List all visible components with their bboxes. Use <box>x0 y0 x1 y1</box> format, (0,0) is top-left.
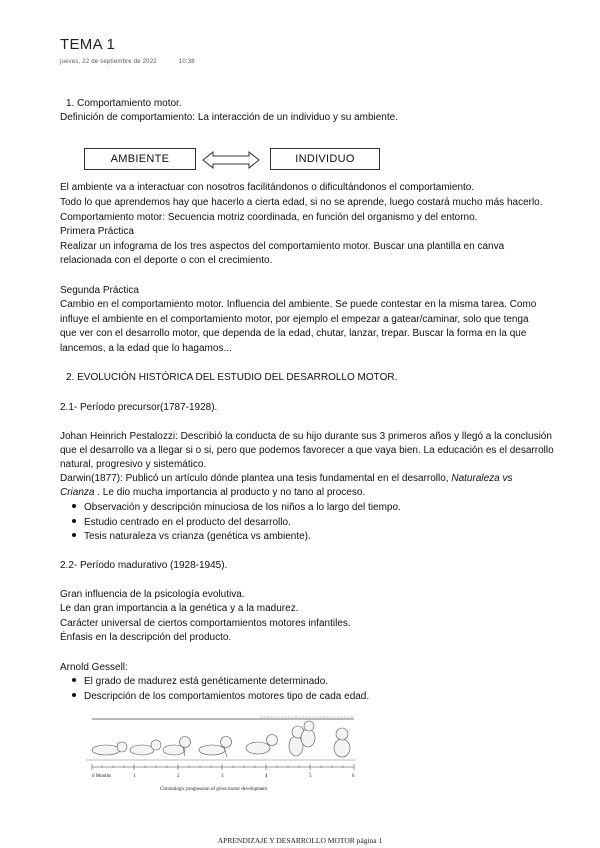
axis-tick-label: 4 <box>265 774 268 779</box>
subsection-heading: 2.1- Período precursor(1787-1928). <box>60 402 218 413</box>
pestalozzi-line: Johan Heinrich Pestalozzi: Describió la conducta de su hijo durante sus 3 primeros años y llegó a la conclusión <box>60 431 552 442</box>
gesell-heading: Arnold Gessell: <box>60 662 128 673</box>
page-datetime <box>60 59 217 65</box>
madurativo-line: Carácter universal de ciertos comportamientos motores infantiles. <box>60 618 351 629</box>
para1-line: Comportamiento motor: Secuencia motriz coordinada, en función del organismo y del entorno. <box>60 212 478 223</box>
axis-tick-label: 5 <box>309 774 312 779</box>
darwin-italic: Naturaleza vs <box>451 473 513 484</box>
para1-line: Todo lo que aprendemos hay que hacerlo a cierta edad, si no se aprende, luego costará mucho más hacerlo. <box>60 197 543 208</box>
figure-caption: Chronologic progression of gross motor development <box>160 787 268 792</box>
subsection-heading: 2.2- Período madurativo (1928-1945). <box>60 560 228 571</box>
bullet-icon <box>72 693 76 697</box>
list-item-text: Estudio centrado en el producto del desarrollo. <box>84 517 291 528</box>
page-title: TEMA 1 <box>60 36 116 53</box>
primera-practica-heading: Primera Práctica <box>60 226 134 237</box>
individuo-box: INDIVIDUO <box>270 148 380 170</box>
axis-tick-label: 1 <box>133 774 136 779</box>
motor-development-figure <box>84 712 368 796</box>
segunda-line: influye el ambiente en el comportamiento motor, por ejemplo el empezar a gatear/caminar, solo que tenga <box>60 314 529 325</box>
list-item-text: Tesis naturaleza vs crianza (genética vs ambiente). <box>84 531 311 542</box>
darwin-line <box>60 472 513 486</box>
madurativo-line: Énfasis en la descripción del producto. <box>60 632 232 643</box>
darwin-line <box>60 486 365 500</box>
definition-text: Definición de comportamiento: La interacción de un individuo y su ambiente. <box>60 112 398 123</box>
axis-tick-label: 0 Months <box>92 774 112 779</box>
section1-heading: 1. Comportamiento motor. <box>66 98 182 109</box>
madurativo-line: Le dan gran importancia a la genética y a la madurez. <box>60 603 299 614</box>
segunda-practica-heading: Segunda Práctica <box>60 285 139 296</box>
page-footer: APRENDIZAJE Y DESARROLLO MOTOR página 1 <box>217 836 383 845</box>
darwin-text: . Le dio mucha importancia al producto y no tano al proceso. <box>94 487 366 498</box>
pestalozzi-line: natural, progresivo y sistemático. <box>60 459 207 470</box>
list-item <box>72 690 369 704</box>
list-item-text: El grado de madurez está genéticamente determinado. <box>84 676 329 687</box>
bullet-icon <box>72 504 76 508</box>
para1-line: Realizar un infograma de los tres aspectos del comportamiento motor. Buscar una plantilla en canva <box>60 241 505 252</box>
list-item <box>72 675 328 689</box>
section2-heading: 2. EVOLUCIÓN HISTÓRICA DEL ESTUDIO DEL DESARROLLO MOTOR. <box>66 372 398 383</box>
infant-sketches-icon <box>92 721 350 757</box>
axis-tick-label: 2 <box>177 774 180 779</box>
segunda-line: que ver con el desarrollo motor, que dependa de la edad, chutar, lanzar, trepar. Buscar la forma en la que <box>60 328 527 339</box>
segunda-line: Cambio en el comportamiento motor. Influencia del ambiente. Se puede contestar en la misma tarea. Como <box>60 299 537 310</box>
list-item-text: Observación y descripción minuciosa de los niños a lo largo del tiempo. <box>84 502 401 513</box>
darwin-text: Darwin(1877): Publicó un artículo dónde plantea una tesis fundamental en el desarrollo, <box>60 473 452 484</box>
page-time: 10:38 <box>178 59 195 65</box>
page-date: jueves, 22 de septiembre de 2022 <box>60 59 157 65</box>
darwin-italic: Crianza <box>60 487 95 498</box>
list-item <box>72 516 291 530</box>
segunda-line: lancemos, a la edad que lo hagamos... <box>60 343 232 354</box>
axis-tick-label: 6 <box>352 774 355 779</box>
para1-line: El ambiente va a interactuar con nosotros facilitándonos o dificultándonos el comportamiento. <box>60 182 475 193</box>
list-item <box>72 501 401 515</box>
para1-line: relacionada con el deporte o con el crecimiento. <box>60 255 273 266</box>
double-arrow-icon <box>202 151 260 169</box>
bullet-icon <box>72 678 76 682</box>
pestalozzi-line: que el desarrollo va a llegar si o si, pero que podemos favorecer a que vaya bien. La educación es el desarrollo <box>60 445 554 456</box>
list-item-text: Descripción de los comportamientos motores tipo de cada edad. <box>84 691 370 702</box>
bullet-icon <box>72 533 76 537</box>
list-item <box>72 530 311 544</box>
ambiente-box: AMBIENTE <box>84 148 196 170</box>
bullet-icon <box>72 519 76 523</box>
madurativo-line: Gran influencia de la psicología evolutiva. <box>60 589 245 600</box>
axis-tick-label: 3 <box>221 774 224 779</box>
